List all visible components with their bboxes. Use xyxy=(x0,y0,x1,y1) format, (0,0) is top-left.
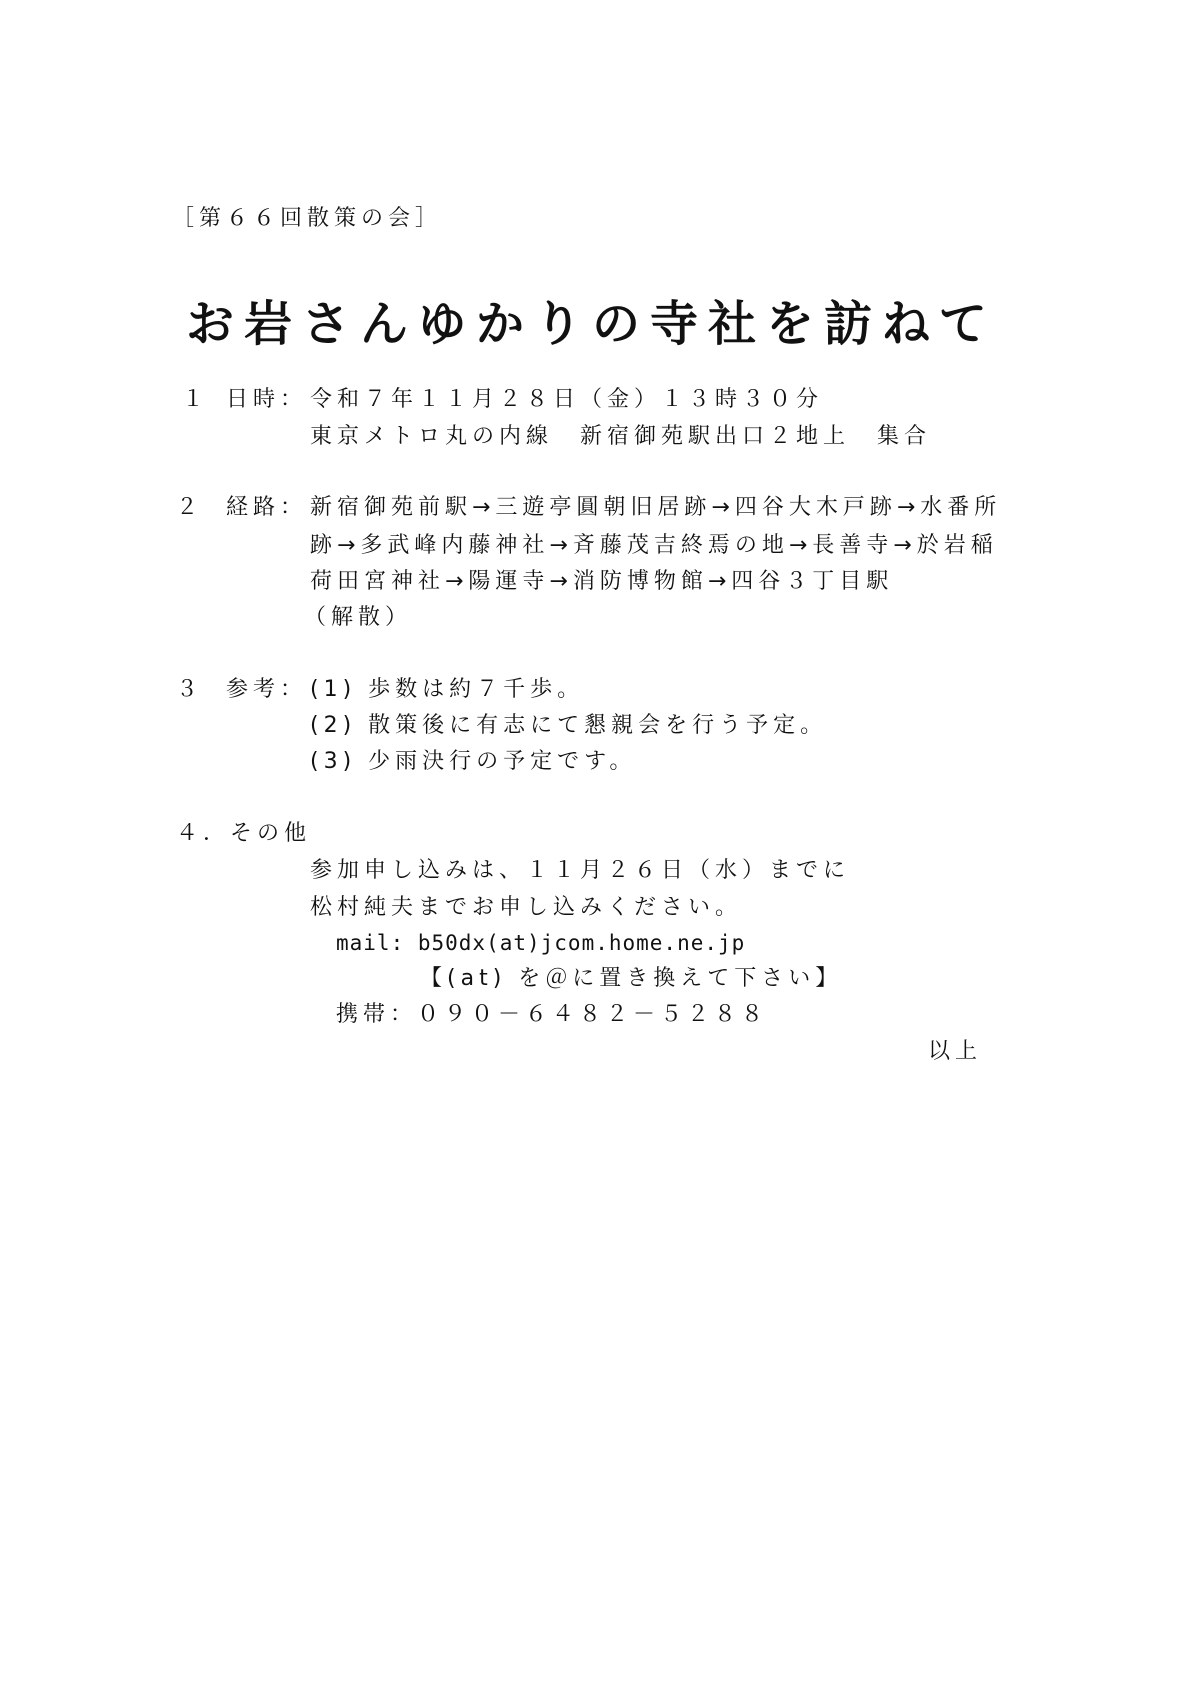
section-3-label: 参考： xyxy=(226,677,308,702)
section-1-number: １ xyxy=(182,387,210,412)
route-line-2: 跡→多武峰内藤神社→斉藤茂吉終焉の地→長善寺→於岩稲 xyxy=(310,533,998,558)
note-item-3: (3) 少雨決行の予定です。 xyxy=(310,749,637,774)
section-3-number: ３ xyxy=(176,677,204,702)
section-2-label: 経路： xyxy=(226,495,308,520)
application-line-1: 参加申し込みは、１１月２６日（水）までに xyxy=(310,858,851,883)
closing-mark: 以上 xyxy=(928,1039,983,1064)
route-line-1: 新宿御苑前駅→三遊亭圓朝旧居跡→四谷大木戸跡→水番所 xyxy=(310,495,1002,520)
section-2-number: ２ xyxy=(176,495,204,520)
note-item-1: (1) 歩数は約７千歩。 xyxy=(310,677,585,702)
datetime-line: 令和７年１１月２８日（金）１３時３０分 xyxy=(310,387,824,412)
note-item-2: (2) 散策後に有志にて懇親会を行う予定。 xyxy=(310,713,828,738)
section-1-label: 日時： xyxy=(226,387,308,412)
contact-email: mail: b50dx(at)jcom.home.ne.jp xyxy=(336,931,746,955)
route-line-3: 荷田宮神社→陽運寺→消防博物館→四谷３丁目駅 xyxy=(310,569,894,594)
document-title: お岩さんゆかりの寺社を訪ねて xyxy=(186,296,997,352)
route-line-4: （解散） xyxy=(304,605,413,630)
meeting-header: ［第６６回散策の会］ xyxy=(172,206,443,231)
email-note: 【(at) を＠に置き換えて下さい】 xyxy=(420,966,843,991)
application-line-2: 松村純夫までお申し込みください。 xyxy=(310,895,743,920)
contact-phone: 携帯：０９０－６４８２－５２８８ xyxy=(336,1002,769,1027)
meeting-place-line: 東京メトロ丸の内線 新宿御苑駅出口２地上 集合 xyxy=(310,424,932,449)
section-4-heading: ４．その他 xyxy=(176,821,312,846)
